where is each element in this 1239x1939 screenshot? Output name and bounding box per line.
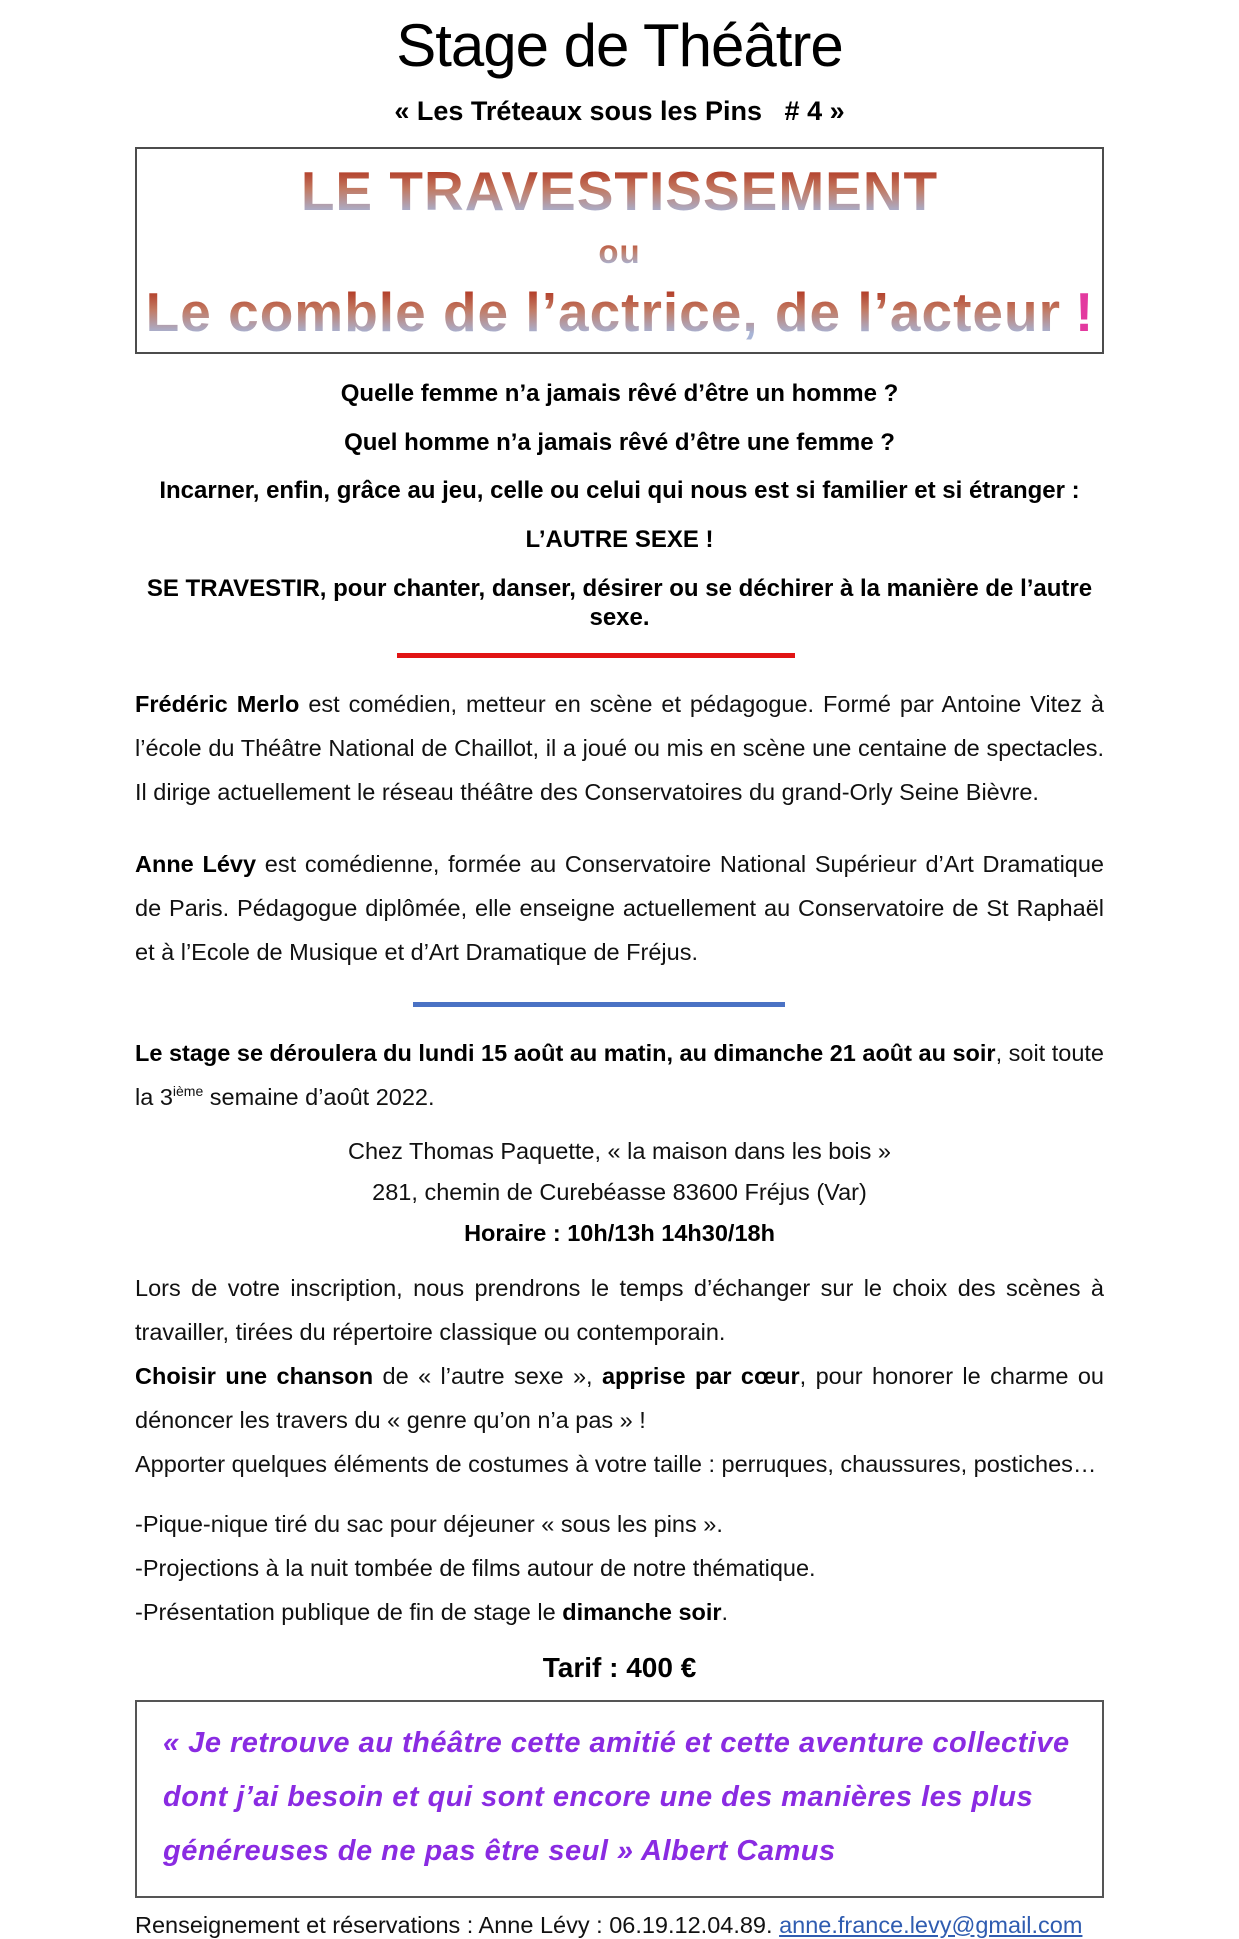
bio-merlo [135,682,1104,814]
banner-line-comble [137,280,1102,344]
chanson-normal-1: de « l’autre sexe », [373,1362,602,1389]
bio-merlo-name: Frédéric Merlo [135,690,300,717]
hours-line: Horaire : 10h/13h 14h30/18h [464,1219,775,1246]
chanson-bold-2: apprise par cœur [601,1362,800,1389]
intro-line-3: Incarner, enfin, grâce au jeu, celle ou celui qui nous est si familier et si étranger : [159,477,1080,505]
banner-line-ou [137,234,1102,270]
page-subtitle: « Les Tréteaux sous les Pins # 4 » [394,96,845,126]
email-link[interactable]: anne.france.levy@gmail.com [779,1911,1083,1938]
banner-comble-text: Le comble de l’actrice, de l’acteur [145,280,1062,343]
quote-author: Albert Camus [641,1834,836,1867]
chanson-bold-1: Choisir une chanson [135,1362,374,1389]
schedule-normal-2: semaine d’août 2022. [203,1083,435,1110]
blue-divider [413,1002,785,1007]
quote-text: « Je retrouve au théâtre cette amitié et cette aventure collective dont j’ai besoin et qui sont encore une des manières les plus généreuses de ne pas être seul » [163,1726,1070,1867]
list-item-picnic: -Pique-nique tiré du sac pour déjeuner « sous les pins ». [135,1510,723,1537]
list-item-projections: -Projections à la nuit tombée de films autour de notre thématique. [135,1554,816,1581]
list-item-presentation-pre: -Présentation publique de fin de stage le [135,1598,563,1625]
intro-block [135,380,1104,633]
banner-exclamation-mark: ! [1075,280,1094,343]
page-title: Stage de Théâtre [396,12,843,79]
list-item-presentation [135,1590,1104,1634]
location-line-2: 281, chemin de Curebéasse 83600 Fréjus (Var) [372,1178,867,1205]
intro-line-2: Quel homme n’a jamais rêvé d’être une femme ? [344,428,895,456]
schedule-bold-text: Le stage se déroulera du lundi 15 août au matin, au dimanche 21 août au soir [135,1039,996,1066]
inscription-paragraph: Lors de votre inscription, nous prendrons le temps d’échanger sur le choix des scènes à travailler, tirées du répertoire classique ou contemporain. [135,1274,1104,1345]
quote-box [135,1700,1104,1898]
intro-line-5: SE TRAVESTIR, pour chanter, danser, désirer ou se déchirer à la manière de l’autre sexe. [146,574,1093,631]
activities-list [135,1502,1104,1634]
costumes-paragraph: Apporter quelques éléments de costumes à votre taille : perruques, chaussures, postiches… [135,1450,1097,1477]
intro-line-4: L’AUTRE SEXE ! [525,526,714,554]
banner-title-text: LE TRAVESTISSEMENT [300,160,939,222]
banner-box [135,147,1104,354]
list-item-presentation-post: . [721,1598,729,1625]
document-page [135,10,1104,1939]
banner-line-travestissement [137,161,1102,222]
intro-line-1: Quelle femme n’a jamais rêvé d’être un homme ? [340,379,899,407]
contact-text: Renseignement et réservations : Anne Lévy : 06.19.12.04.89. [135,1911,780,1938]
bio-merlo-text: est comédien, metteur en scène et pédagogue. Formé par Antoine Vitez à l’école du Théâtre National de Chaillot, il a joué ou mis en scène une centaine de spectacles. Il dirige actuellement le réseau théâtre des Conservatoires du grand-Orly Seine Bièvre. [135,690,1104,805]
location-line-1: Chez Thomas Paquette, « la maison dans les bois » [348,1137,891,1164]
red-divider [397,653,795,658]
bio-levy-name: Anne Lévy [135,850,257,877]
price-line: Tarif : 400 € [542,1651,697,1683]
schedule-normal-1: , soit toute la 3 [135,1039,1105,1110]
camus-quote [163,1716,1076,1878]
bio-levy-text: est comédienne, formée au Conservatoire National Supérieur d’Art Dramatique de Paris. Pédagogue diplômée, elle enseigne actuellement au Conservatoire de St Raphaël et à l’Ecole de Musique et d’Art Dramatique de Fréjus. [135,850,1104,965]
contact-line [135,1912,1104,1939]
chanson-paragraph [135,1354,1104,1442]
list-item-presentation-bold: dimanche soir [562,1598,722,1625]
bio-levy [135,842,1104,974]
schedule-superscript: ième [172,1082,204,1099]
banner-ou-text: ou [598,232,641,270]
chanson-normal-2: , pour honorer le charme ou dénoncer les travers du « genre qu’on n’a pas » ! [135,1362,1104,1433]
schedule-paragraph [135,1031,1104,1119]
